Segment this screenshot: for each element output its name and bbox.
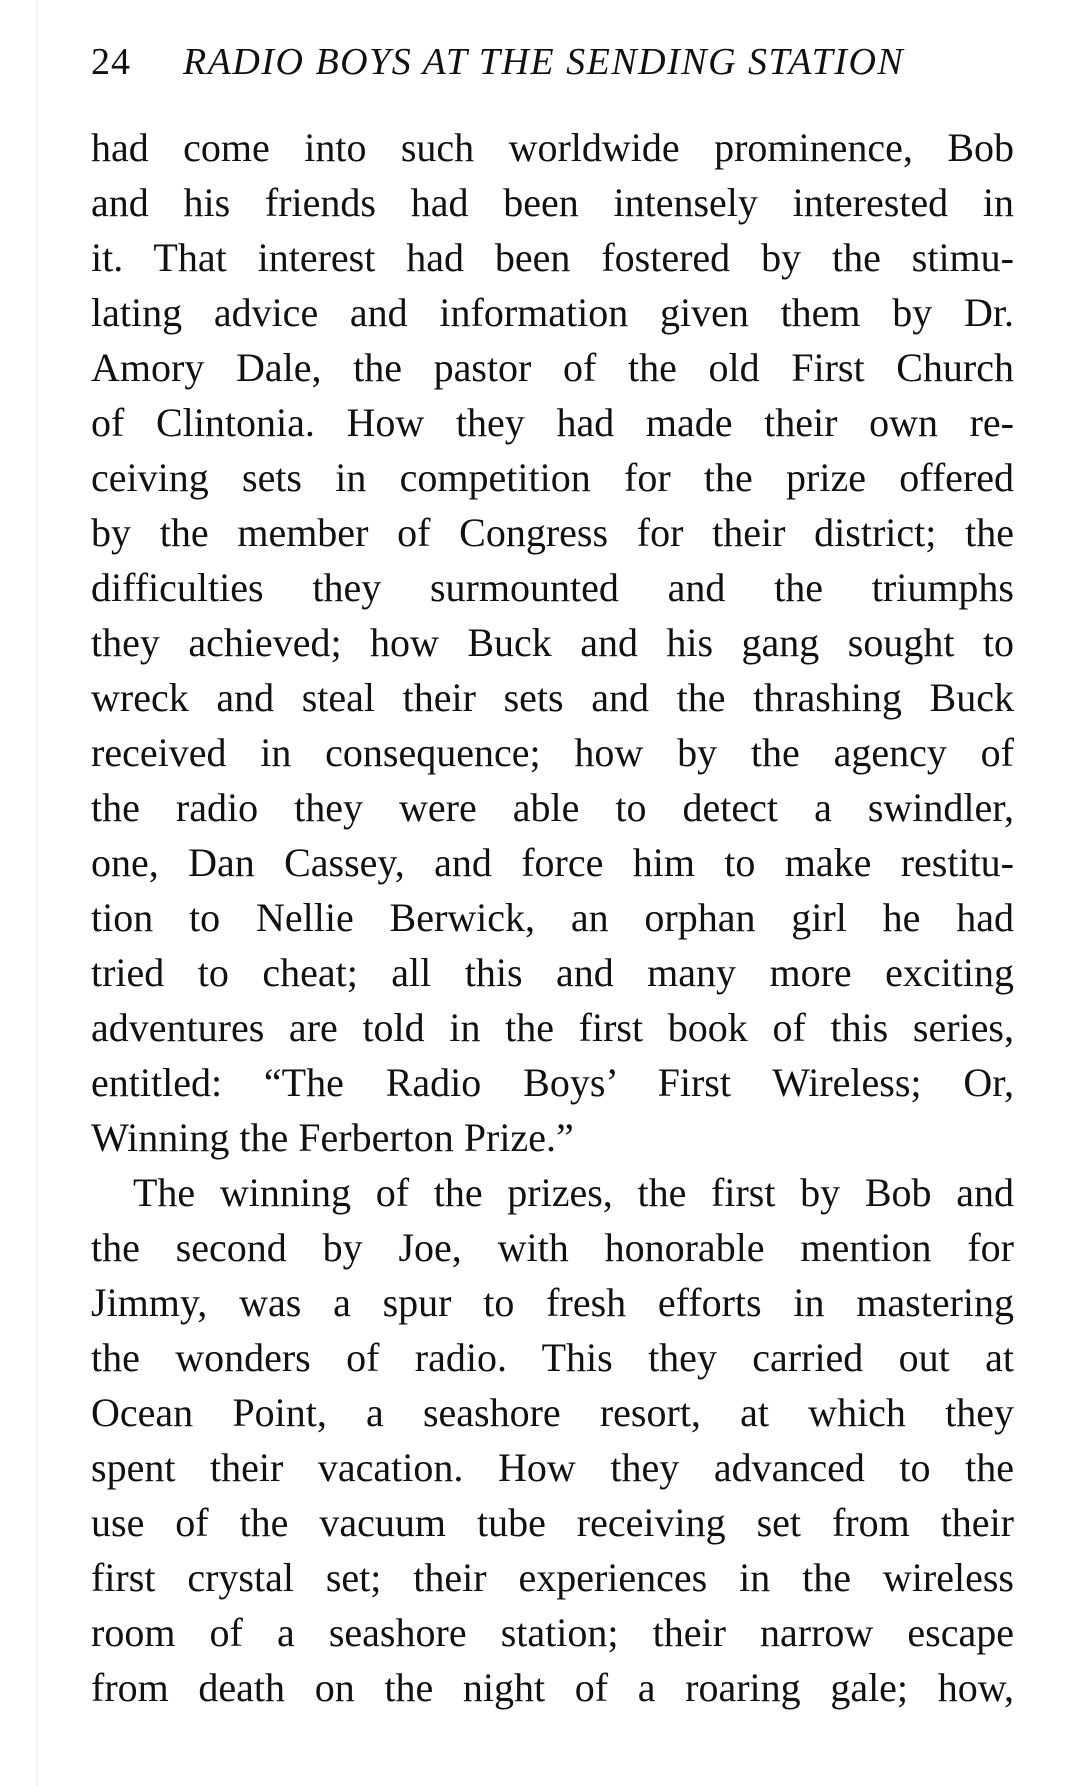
paragraph-1 [91,120,1014,1165]
text-line: The winning of the prizes, the first by Bob and [133,1170,1014,1215]
text-line: the second by Joe, with honorable mention for [91,1225,1014,1270]
text-line: room of a seashore station; their narrow escape [91,1610,1014,1655]
text-line: received in consequence; how by the agency of [91,730,1014,775]
text-line: one, Dan Cassey, and force him to make restitu- [91,840,1014,885]
text-line: difficulties they surmounted and the triumphs [91,565,1014,610]
text-line: had come into such worldwide prominence, Bob [91,125,1014,170]
text-line: wreck and steal their sets and the thrashing Buck [91,675,1014,720]
text-line: use of the vacuum tube receiving set from their [91,1500,1014,1545]
text-line: Amory Dale, the pastor of the old First Church [91,345,1014,390]
text-line: the wonders of radio. This they carried out at [91,1335,1014,1380]
text-line: tried to cheat; all this and many more exciting [91,950,1014,995]
text-line: first crystal set; their experiences in the wireless [91,1555,1014,1600]
text-line: and his friends had been intensely interested in [91,180,1014,225]
page-number: 24 [91,41,131,83]
paragraph-2 [91,1165,1014,1715]
text-line: by the member of Congress for their district; the [91,510,1014,555]
text-line: adventures are told in the first book of this series, [91,1005,1014,1050]
text-line: spent their vacation. How they advanced to the [91,1445,1014,1490]
text-line: of Clintonia. How they had made their own re- [91,400,1014,445]
running-header [91,40,991,100]
page-edge-shadow [36,0,38,1786]
text-line: Jimmy, was a spur to fresh efforts in mastering [91,1280,1014,1325]
text-line: ceiving sets in competition for the prize offered [91,455,1014,500]
running-title: RADIO BOYS AT THE SENDING STATION [183,41,905,83]
text-line: lating advice and information given them by Dr. [91,290,1014,335]
text-line: it. That interest had been fostered by the stimu- [91,235,1014,280]
text-line: entitled: “The Radio Boys’ First Wireless; Or, [91,1060,1014,1105]
body-text [91,120,1014,1715]
text-line: they achieved; how Buck and his gang sought to [91,620,1014,665]
text-line: from death on the night of a roaring gale; how, [91,1665,1014,1710]
text-line: tion to Nellie Berwick, an orphan girl he had [91,895,1014,940]
text-line: the radio they were able to detect a swindler, [91,785,1014,830]
text-line: Winning the Ferberton Prize.” [91,1115,574,1160]
text-line: Ocean Point, a seashore resort, at which they [91,1390,1014,1435]
